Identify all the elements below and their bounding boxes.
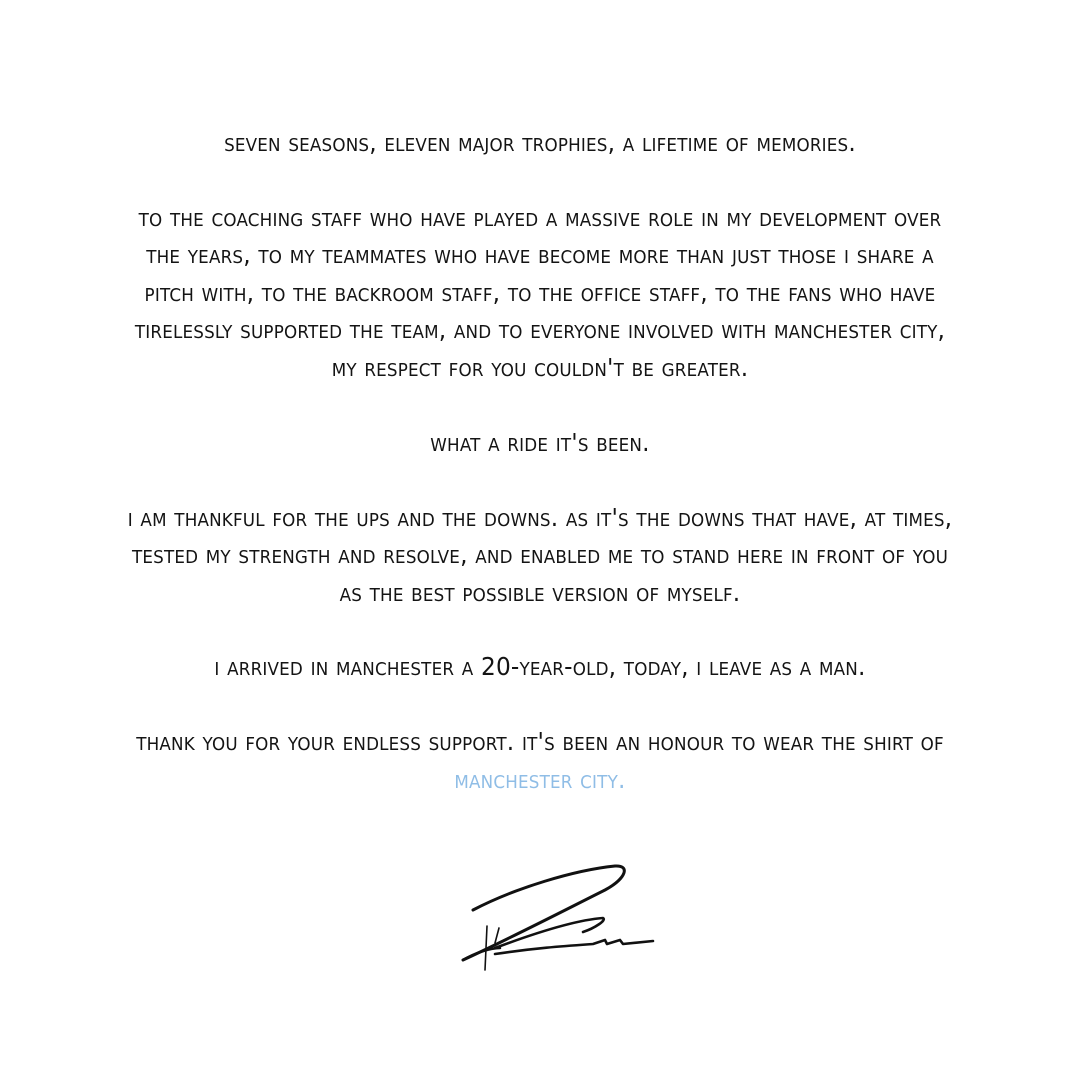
paragraph-4-line-3: as the best possible version of myself. <box>339 578 741 607</box>
paragraph-2-line-2: the years, to my teammates who have become more than just those i share a <box>146 240 934 269</box>
club-name-highlight: manchester city. <box>454 765 626 794</box>
paragraph-3-line-1: what a ride it's been. <box>430 428 650 457</box>
paragraph-6-line-1: thank you for your endless support. it's been an honour to wear the shirt of <box>136 727 944 756</box>
paragraph-2-line-4: tirelessly supported the team, and to everyone involved with manchester city, <box>134 315 946 344</box>
paragraph-2-line-3: pitch with, to the backroom staff, to the office staff, to the fans who have <box>144 278 936 307</box>
paragraph-1-line-1: seven seasons, eleven major trophies, a lifetime of memories. <box>224 128 856 157</box>
paragraph-5-line-1: i arrived in manchester a 20-year-old, today, i leave as a man. <box>214 652 866 681</box>
paragraph-4-line-1: i am thankful for the ups and the downs. as it's the downs that have, at times, <box>127 503 953 532</box>
signature-icon <box>455 858 660 978</box>
paragraph-2-line-5: my respect for you couldn't be greater. <box>331 353 749 382</box>
paragraph-2-line-1: to the coaching staff who have played a massive role in my development over <box>138 203 942 232</box>
paragraph-4-line-2: tested my strength and resolve, and enabled me to stand here in front of you <box>131 540 949 569</box>
